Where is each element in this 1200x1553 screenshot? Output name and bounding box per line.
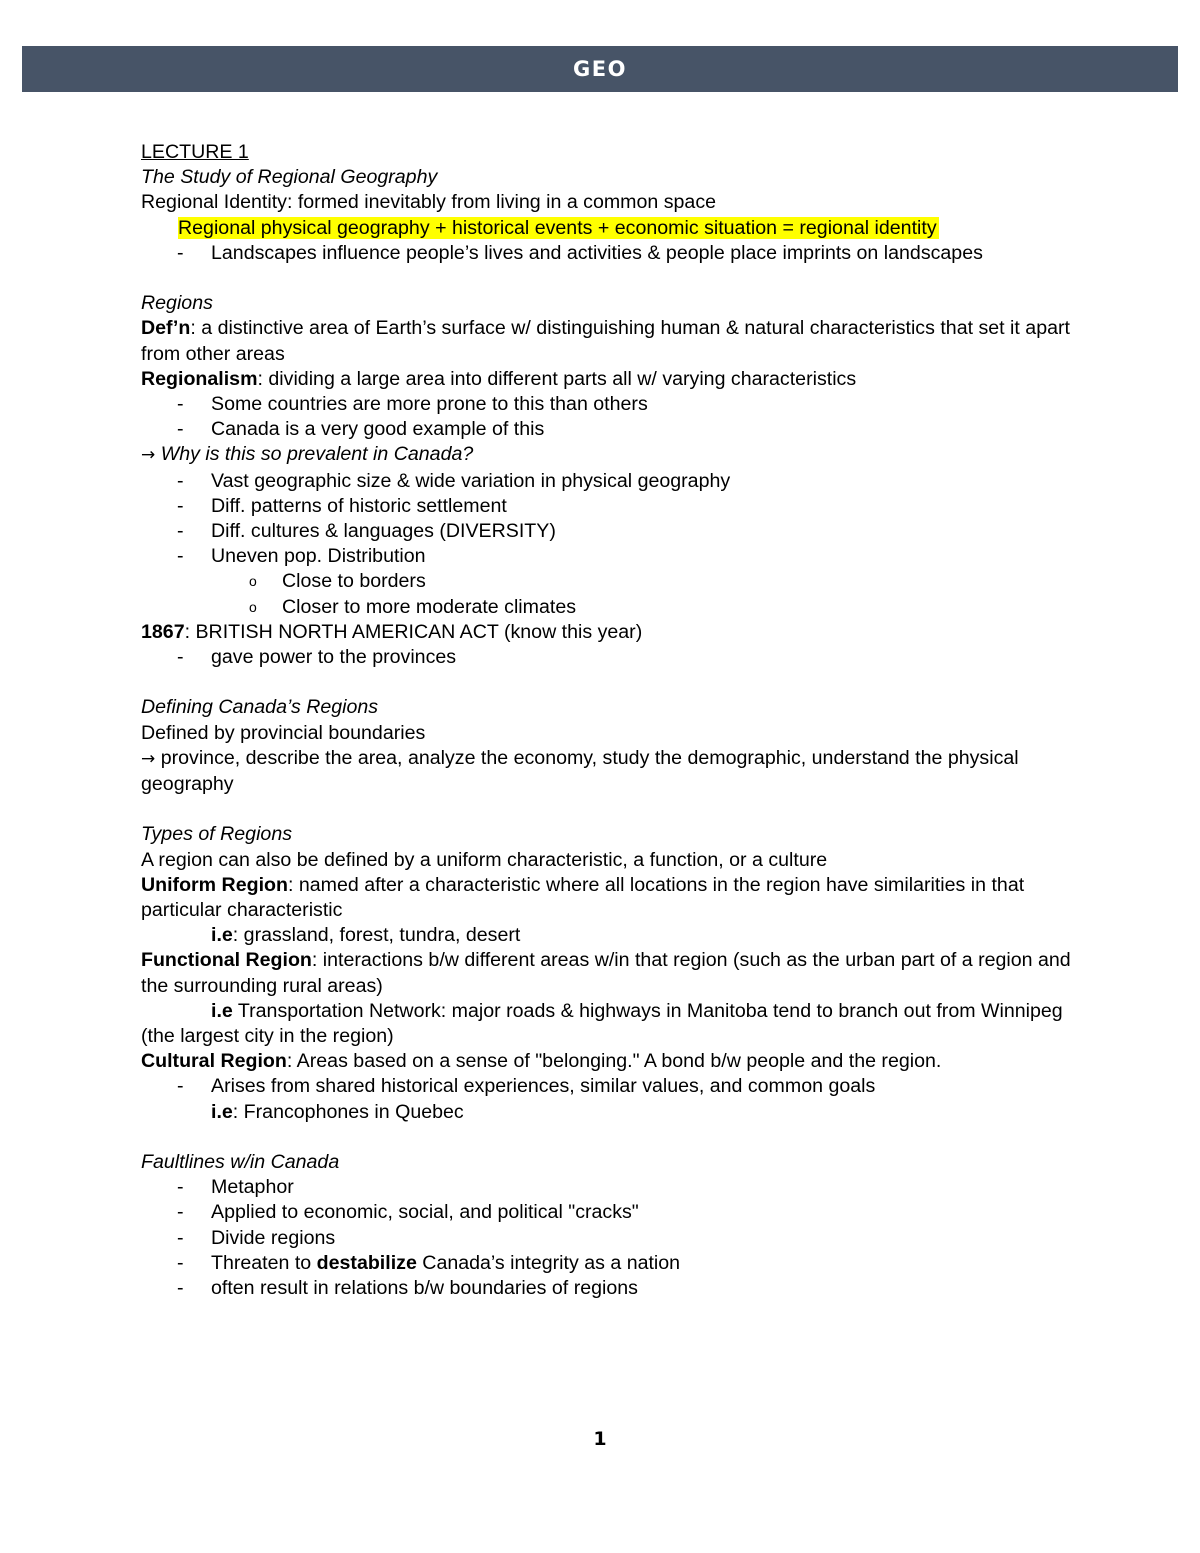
sub-list-item-text: Close to borders [282,570,426,593]
functional-text: : interactions b/w different areas w/in that region (such as the urban part of a region and the surrounding rural areas) [141,949,1071,997]
list-item [141,469,1071,494]
dash-bullet: - [177,1176,184,1199]
threaten-post: Canada’s integrity as a nation [416,1251,681,1274]
dash-bullet: - [177,1251,184,1274]
list-item [141,1251,1071,1276]
cultural-example [141,1100,1071,1125]
list-item-text: Arises from shared historical experiences, similar values, and common goals [211,1075,876,1098]
header-title: GEO [573,57,627,81]
example-text: : Francophones in Quebec [232,1100,464,1123]
uniform-example [141,923,1071,948]
regionalism-text: : dividing a large area into different parts all w/ varying characteristics [257,367,857,390]
functional-region-definition [141,948,1071,998]
section-heading-defining: Defining Canada’s Regions [141,696,379,719]
dash-bullet: - [177,1277,184,1300]
defining-arrow-line [141,746,1071,797]
list-item-text: Diff. cultures & languages (DIVERSITY) [211,520,556,543]
list-item [141,1175,1071,1200]
definition-text: : a distinctive area of Earth’s surface w/ distinguishing human & natural characteristics that set it apart from other areas [141,317,1070,365]
regionalism-definition [141,367,1071,392]
list-item-text: Some countries are more prone to this than others [211,393,648,416]
list-item [141,1226,1071,1251]
section-heading-regions: Regions [141,292,213,315]
header-bar [22,46,1178,92]
arrow-icon: → [141,445,156,466]
dash-bullet: - [177,520,184,543]
list-item [141,417,1071,442]
arrow-icon: → [141,748,156,769]
uniform-text: : named after a characteristic where all locations in the region have similarities in that particular characteristic [141,873,1025,922]
list-item-text: Metaphor [211,1176,294,1199]
sub-list-item-text: Closer to more moderate climates [282,595,577,618]
example-term: i.e [211,1100,233,1123]
year-term: 1867 [141,620,185,643]
example-term: i.e [211,999,233,1022]
lecture-title: LECTURE 1 [141,141,249,163]
dash-bullet: - [177,393,184,416]
list-item [141,645,1071,670]
highlighted-equation: Regional physical geography + historical events + economic situation = regional identity [178,216,937,239]
act-text: : BRITISH NORTH AMERICAN ACT (know this year) [184,620,643,643]
cultural-text: : Areas based on a sense of "belonging." A bond b/w people and the region. [286,1050,942,1073]
dash-bullet: - [177,646,184,669]
list-item [141,1074,1071,1099]
list-item [141,494,1071,519]
definition [141,316,1071,366]
defining-arrow-text: province, describe the area, analyze the economy, study the demographic, understand the physical geography [141,746,1019,796]
list-item [141,392,1071,417]
definition-term: Def’n [141,317,191,340]
list-item [141,519,1071,544]
document-body [141,140,1071,1301]
list-item-text: Canada is a very good example of this [211,418,545,441]
dash-bullet: - [177,469,184,492]
functional-term: Functional Region [141,949,312,972]
threaten-pre: Threaten to [211,1251,317,1274]
circle-bullet: o [249,573,257,590]
list-item-text: Uneven pop. Distribution [211,545,426,568]
cultural-region-definition [141,1049,1071,1074]
cultural-term: Cultural Region [141,1050,287,1073]
dash-bullet: - [177,494,184,517]
list-item-text: Vast geographic size & wide variation in physical geography [211,469,731,492]
functional-example [141,999,1071,1049]
list-item [141,1276,1071,1301]
list-item-text: often result in relations b/w boundaries of regions [211,1277,638,1300]
uniform-term: Uniform Region [141,873,288,896]
page-number: 1 [593,1428,607,1450]
lecture-subtitle: The Study of Regional Geography [141,166,438,189]
example-text: : grassland, forest, tundra, desert [232,924,521,947]
uniform-region-definition [141,873,1071,923]
types-intro: A region can also be defined by a uniform characteristic, a function, or a culture [141,848,828,871]
list-item [141,1200,1071,1225]
list-item-text: Applied to economic, social, and political "cracks" [211,1201,639,1224]
dash-bullet: - [177,1226,184,1249]
regional-identity-intro: Regional Identity: formed inevitably from living in a common space [141,191,717,214]
list-item-text: Landscapes influence people’s lives and activities & people place imprints on landscapes [211,241,983,264]
act-line [141,620,1071,645]
defining-line: Defined by provincial boundaries [141,721,426,744]
circle-bullet: o [249,598,257,615]
dash-bullet: - [177,418,184,441]
dash-bullet: - [177,1201,184,1224]
highlight-line [141,216,1071,241]
regionalism-term: Regionalism [141,367,258,390]
destabilize-term: destabilize [316,1251,417,1274]
list-item-text: Diff. patterns of historic settlement [211,494,507,517]
list-item [141,241,1071,266]
dash-bullet: - [177,241,184,264]
question-text: Why is this so prevalent in Canada? [160,443,474,466]
sub-list-item [141,569,1071,594]
dash-bullet: - [177,1075,184,1098]
list-item [141,544,1071,569]
section-heading-faultlines: Faultlines w/in Canada [141,1151,340,1174]
dash-bullet: - [177,545,184,568]
list-item-text [211,1251,1071,1276]
question-line [141,442,1071,468]
section-heading-types: Types of Regions [141,823,293,846]
example-term: i.e [211,924,233,947]
example-text: Transportation Network: major roads & highways in Manitoba tend to branch out from Winnipeg (the largest city in the region) [141,999,1063,1048]
sub-list-item [141,595,1071,620]
list-item-text: Divide regions [211,1226,336,1249]
list-item-text: gave power to the provinces [211,646,457,669]
